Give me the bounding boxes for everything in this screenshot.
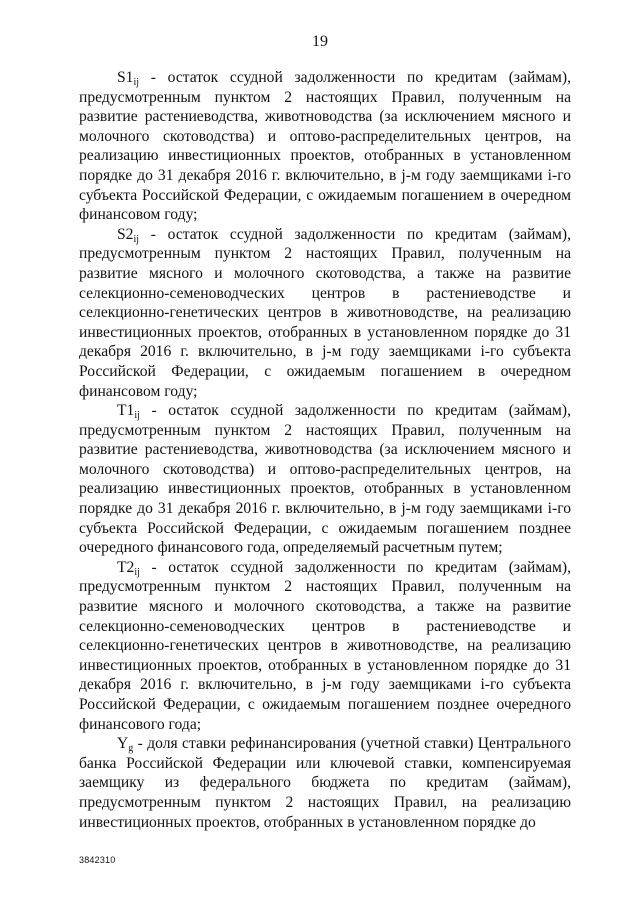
variable-symbol: S1 [117, 69, 134, 86]
variable-subscript: ij [133, 77, 140, 88]
variable-symbol: T1 [117, 402, 135, 420]
variable-symbol: S2 [117, 225, 134, 243]
definition-text: - доля ставки рефинансирования (учетной ставки) Центрального банка Российской Федерации или ключевой ставки, компенсируемая заемщику из федерального бюджета по кредитам (займам), предусмотренным пунктом 2 настоящих Правил, на реализацию инвестиционных проектов, отобранных в установленном порядке до [79, 735, 571, 831]
page-number: 19 [312, 33, 328, 50]
variable-subscript: g [128, 743, 134, 755]
variable-subscript: ij [134, 566, 140, 578]
definition-paragraph-s2 [79, 225, 571, 401]
variable-subscript: ij [134, 410, 140, 422]
definition-paragraph-t2 [79, 558, 571, 734]
variable-symbol: Y [117, 735, 129, 753]
definition-paragraph-t1 [79, 401, 571, 558]
document-body [79, 68, 571, 832]
variable-symbol: T2 [117, 558, 135, 576]
variable-subscript: ij [133, 233, 140, 245]
definition-paragraph-s1 [79, 68, 571, 225]
definition-text: - остаток ссудной задолженности по кредитам (займам), предусмотренным пунктом 2 настоящих Правил, полученным на развитие мясного и молочного скотоводства, а также на развитие селекционно-семеноводческих центров в растениеводстве и селекционно-генетических центров в животноводстве, на реализацию инвестиционных проектов, отобранных в установленном порядке до 31 декабря 2016 г. включительно, в j-м году заемщиками i-го субъекта Российской Федерации, с ожидаемым погашением позднее очередного финансового года; [79, 558, 571, 733]
definition-text: - остаток ссудной задолженности по кредитам (займам), предусмотренным пунктом 2 настоящих Правил, полученным на развитие растениеводства, животноводства (за исключением мясного и молочного скотоводства) и оптово-распределительных центров, на реализацию инвестиционных проектов, отобранных в установленном порядке до 31 декабря 2016 г. включительно, в j-м году заемщиками i-го субъекта Российской Федерации, с ожидаемым погашением позднее очередного финансового года, определяемый расчетным путем; [79, 402, 571, 557]
definition-paragraph-y [79, 734, 571, 832]
definition-text: - остаток ссудной задолженности по кредитам (займам), предусмотренным пунктом 2 настоящих Правил, полученным на развитие мясного и молочного скотоводства, а также на развитие селекционно-семеноводческих центров в растениеводстве и селекционно-генетических центров в животноводстве, на реализацию инвестиционных проектов, отобранных в установленном порядке до 31 декабря 2016 г. включительно, в j-м году заемщиками i-го субъекта Российской Федерации, с ожидаемым погашением в очередном финансовом году; [79, 225, 571, 400]
document-id: 3842310 [79, 855, 116, 865]
definition-text: - остаток ссудной задолженности по кредитам (займам), предусмотренным пунктом 2 настоящих Правил, полученным на развитие растениеводства, животноводства (за исключением мясного и молочного скотоводства) и оптово-распределительных центров, на реализацию инвестиционных проектов, отобранных в установленном порядке до 31 декабря 2016 г. включительно, в j-м году заемщиками i-го субъекта Российской Федерации, с ожидаемым погашением в очередном финансовом году; [79, 69, 571, 224]
